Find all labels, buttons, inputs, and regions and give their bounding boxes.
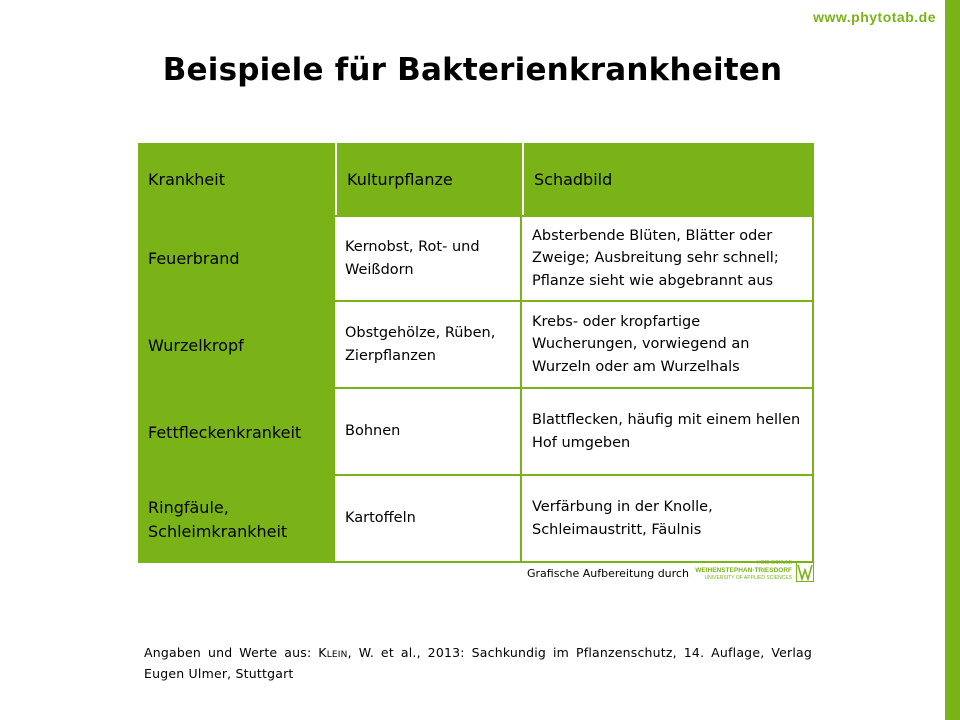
- source-author: Klein: [318, 645, 348, 660]
- university-logo[interactable]: [695, 560, 814, 585]
- damage-cell: Krebs- oder kropfartige Wucherungen, vorwiegend an Wurzeln oder am Wurzelhals: [522, 302, 814, 389]
- logo-line-subtitle: UNIVERSITY OF APPLIED SCIENCES: [704, 575, 792, 581]
- logo-line-hochschule: HOCHSCHULE: [756, 560, 792, 566]
- graphic-credit: Grafische Aufbereitung durch: [527, 567, 689, 580]
- table-row: [138, 476, 814, 563]
- table-row: [138, 215, 814, 302]
- header-krankheit: Krankheit: [138, 143, 335, 215]
- source-citation: [144, 642, 812, 684]
- table-header-row: [138, 143, 814, 215]
- damage-cell: Absterbende Blüten, Blätter oder Zweige; Ausbreitung sehr schnell; Pflanze sieht wie abgebrannt aus: [522, 215, 814, 302]
- source-rest: , W. et al., 2013: Sachkundig im Pflanzenschutz, 14. Auflage, Verlag Eugen Ulmer, Stuttgart: [144, 645, 812, 681]
- header-kulturpflanze: Kulturpflanze: [335, 143, 522, 215]
- source-prefix: Angaben und Werte aus:: [144, 645, 319, 660]
- disease-cell: Fettfleckenkrankeit: [138, 389, 335, 476]
- damage-cell: Blattflecken, häufig mit einem hellen Hof umgeben: [522, 389, 814, 476]
- site-url[interactable]: [813, 9, 936, 25]
- header-schadbild: Schadbild: [522, 143, 814, 215]
- page-title: Beispiele für Bakterienkrankheiten: [162, 52, 783, 88]
- table-row: [138, 389, 814, 476]
- side-accent-bar: [945, 0, 960, 720]
- disease-table: [138, 143, 814, 563]
- logo-line-name: WEIHENSTEPHAN-TRIESDORF: [695, 567, 792, 574]
- crop-cell: Kernobst, Rot- und Weißdorn: [335, 215, 522, 302]
- crop-cell: Kartoffeln: [335, 476, 522, 563]
- disease-cell: Feuerbrand: [138, 215, 335, 302]
- site-url-main: www.phytotab: [813, 9, 915, 25]
- crop-cell: Obstgehölze, Rüben, Zierpflanzen: [335, 302, 522, 389]
- logo-w-icon: [796, 562, 814, 582]
- crop-cell: Bohnen: [335, 389, 522, 476]
- disease-cell: Wurzelkropf: [138, 302, 335, 389]
- table-row: [138, 302, 814, 389]
- damage-cell: Verfärbung in der Knolle, Schleimaustritt, Fäulnis: [522, 476, 814, 563]
- site-url-tld: .de: [914, 9, 936, 25]
- disease-cell: Ringfäule, Schleimkrankheit: [138, 476, 335, 563]
